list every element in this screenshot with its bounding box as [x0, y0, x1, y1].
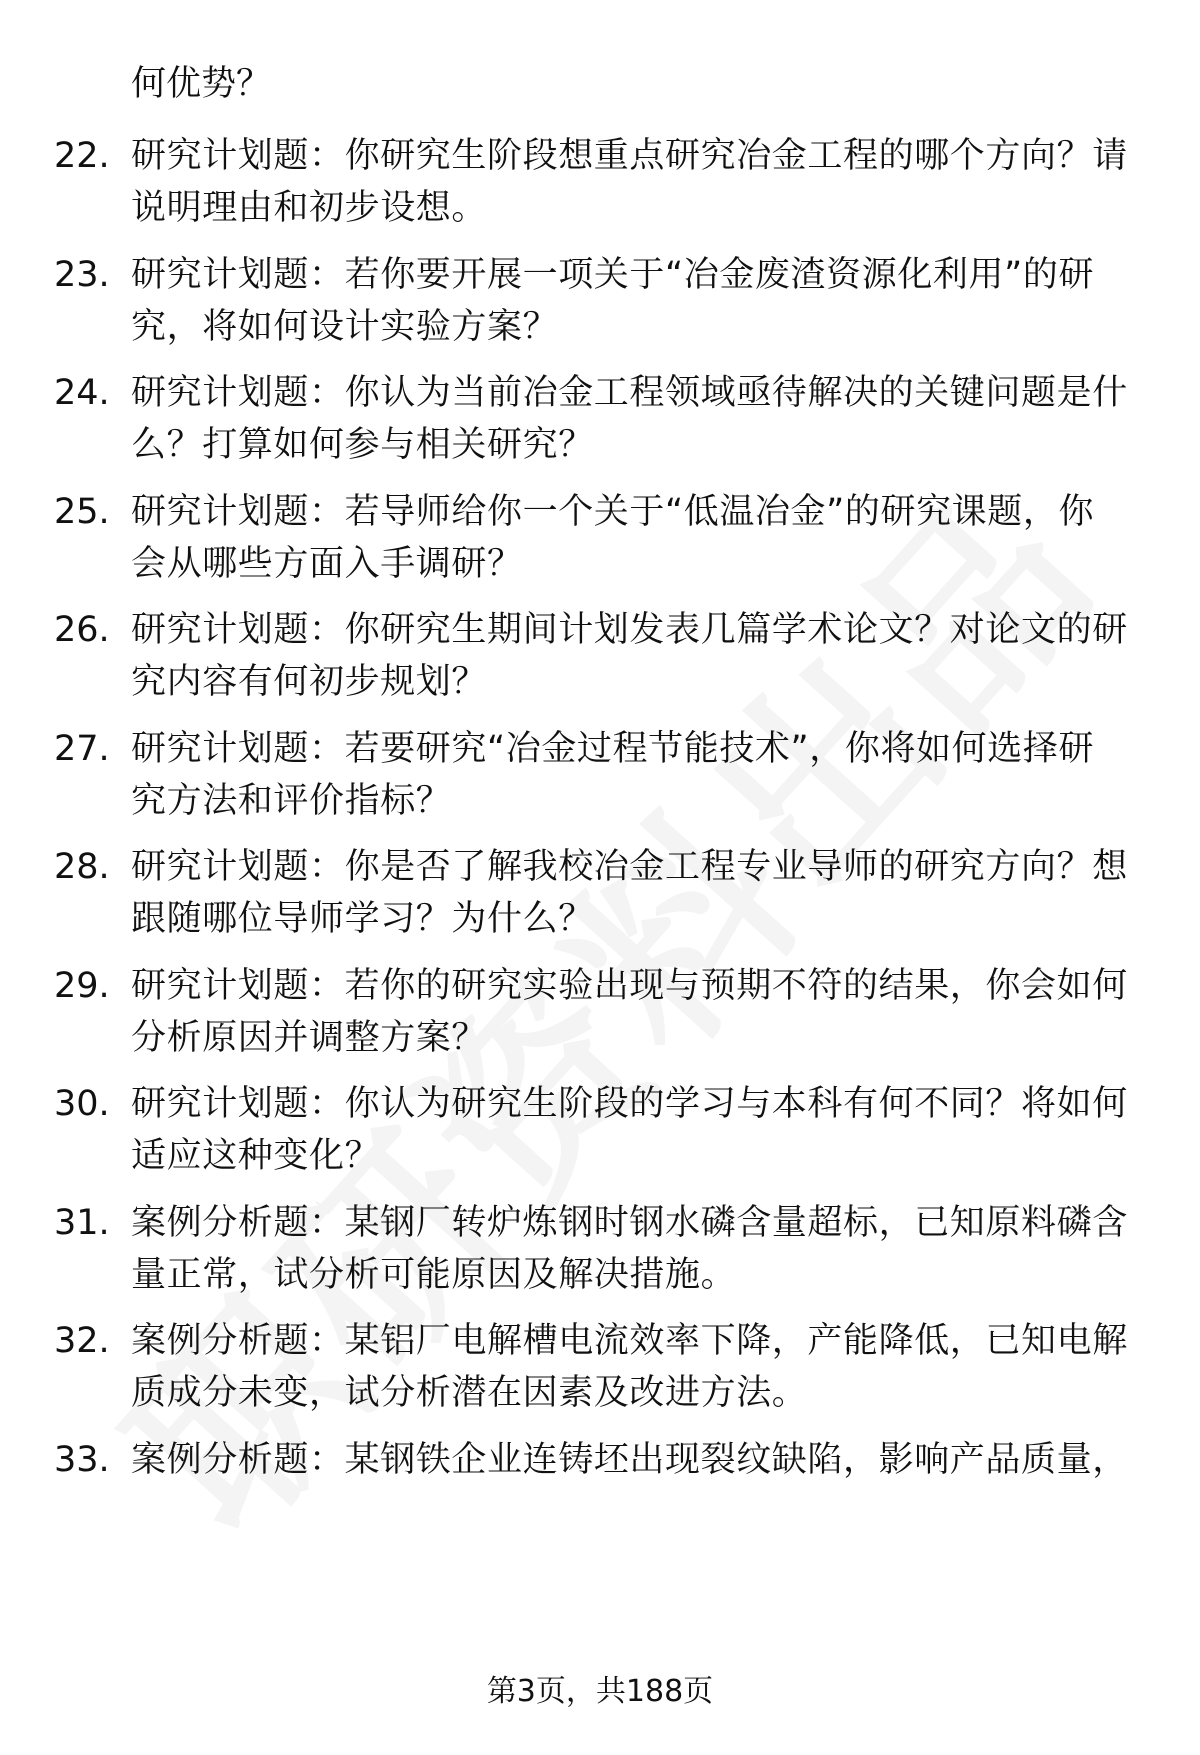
- question-number: 24.: [54, 373, 110, 413]
- question-text: [131, 1434, 1146, 1486]
- question-text-line: 会从哪些方面入手调研？: [131, 544, 523, 584]
- question-number: 31.: [54, 1203, 110, 1243]
- question-text-line: 案例分析题：某铝厂电解槽电流效率下降，产能降低，已知电解: [131, 1321, 1128, 1361]
- question-text: [131, 486, 1146, 590]
- question-text: [131, 1197, 1146, 1301]
- question-text-line: 量正常，试分析可能原因及解决措施。: [131, 1255, 737, 1295]
- question-item: [0, 367, 1200, 477]
- question-item: [0, 1315, 1200, 1425]
- question-text-line: 案例分析题：某钢铁企业连铸坯出现裂纹缺陷，影响产品质量，: [131, 1440, 1128, 1480]
- question-number: 32.: [54, 1321, 110, 1361]
- question-text: [131, 960, 1146, 1064]
- question-text-line: 究方法和评价指标？: [131, 781, 452, 821]
- question-text-line: 研究计划题：你研究生期间计划发表几篇学术论文？对论文的研: [131, 610, 1128, 650]
- question-number: 33.: [54, 1440, 110, 1480]
- question-item: [0, 486, 1200, 596]
- question-item: [0, 130, 1200, 240]
- question-text-line: 研究计划题：若要研究“冶金过程节能技术”，你将如何选择研: [131, 729, 1095, 769]
- question-number: 23.: [54, 255, 110, 295]
- question-text-line: 研究计划题：你认为当前冶金工程领域亟待解决的关键问题是什: [131, 373, 1128, 413]
- question-item: [0, 841, 1200, 951]
- question-text: [131, 1078, 1146, 1182]
- question-text-line: 研究计划题：你研究生阶段想重点研究冶金工程的哪个方向？请: [131, 136, 1128, 176]
- question-text: [131, 1315, 1146, 1419]
- page-footer: 第3页，共188页: [486, 1674, 714, 1709]
- question-item: [0, 723, 1200, 833]
- question-text-line: 质成分未变，试分析潜在因素及改进方法。: [131, 1373, 808, 1413]
- question-item: [0, 960, 1200, 1070]
- question-text-line: 研究计划题：若你的研究实验出现与预期不符的结果，你会如何: [131, 966, 1128, 1006]
- question-item: [0, 1197, 1200, 1307]
- question-number: 30.: [54, 1084, 110, 1124]
- question-text-line: 研究计划题：若导师给你一个关于“低温冶金”的研究课题，你: [131, 492, 1095, 532]
- question-number: 25.: [54, 492, 110, 532]
- question-text-line: 么？打算如何参与相关研究？: [131, 425, 594, 465]
- question-text: [131, 367, 1146, 471]
- question-text-line: 跟随哪位导师学习？为什么？: [131, 899, 594, 939]
- question-item: [0, 1078, 1200, 1188]
- question-text-line: 分析原因并调整方案？: [131, 1018, 488, 1058]
- question-text: [131, 723, 1146, 827]
- question-text: [131, 249, 1146, 353]
- question-number: 27.: [54, 729, 110, 769]
- question-text-line: 研究计划题：你是否了解我校冶金工程专业导师的研究方向？想: [131, 847, 1128, 887]
- question-number: 26.: [54, 610, 110, 650]
- question-text-line: 研究计划题：你认为研究生阶段的学习与本科有何不同？将如何: [131, 1084, 1128, 1124]
- question-text-line: 研究计划题：若你要开展一项关于“冶金废渣资源化利用”的研: [131, 255, 1095, 295]
- question-text-line: 说明理由和初步设想。: [131, 188, 488, 228]
- question-text-line: 究，将如何设计实验方案？: [131, 307, 559, 347]
- question-item: [0, 604, 1200, 714]
- question-number: 22.: [54, 136, 110, 176]
- question-number: 28.: [54, 847, 110, 887]
- continued-text: 何优势？: [131, 64, 272, 104]
- question-text-line: 适应这种变化？: [131, 1136, 381, 1176]
- question-text: [131, 841, 1146, 945]
- question-text: [131, 130, 1146, 234]
- question-text-line: 案例分析题：某钢厂转炉炼钢时钢水磷含量超标，已知原料磷含: [131, 1203, 1128, 1243]
- question-text-line: 究内容有何初步规划？: [131, 662, 488, 702]
- question-item: [0, 1434, 1200, 1544]
- question-item: [0, 249, 1200, 359]
- question-text: [131, 604, 1146, 708]
- question-number: 29.: [54, 966, 110, 1006]
